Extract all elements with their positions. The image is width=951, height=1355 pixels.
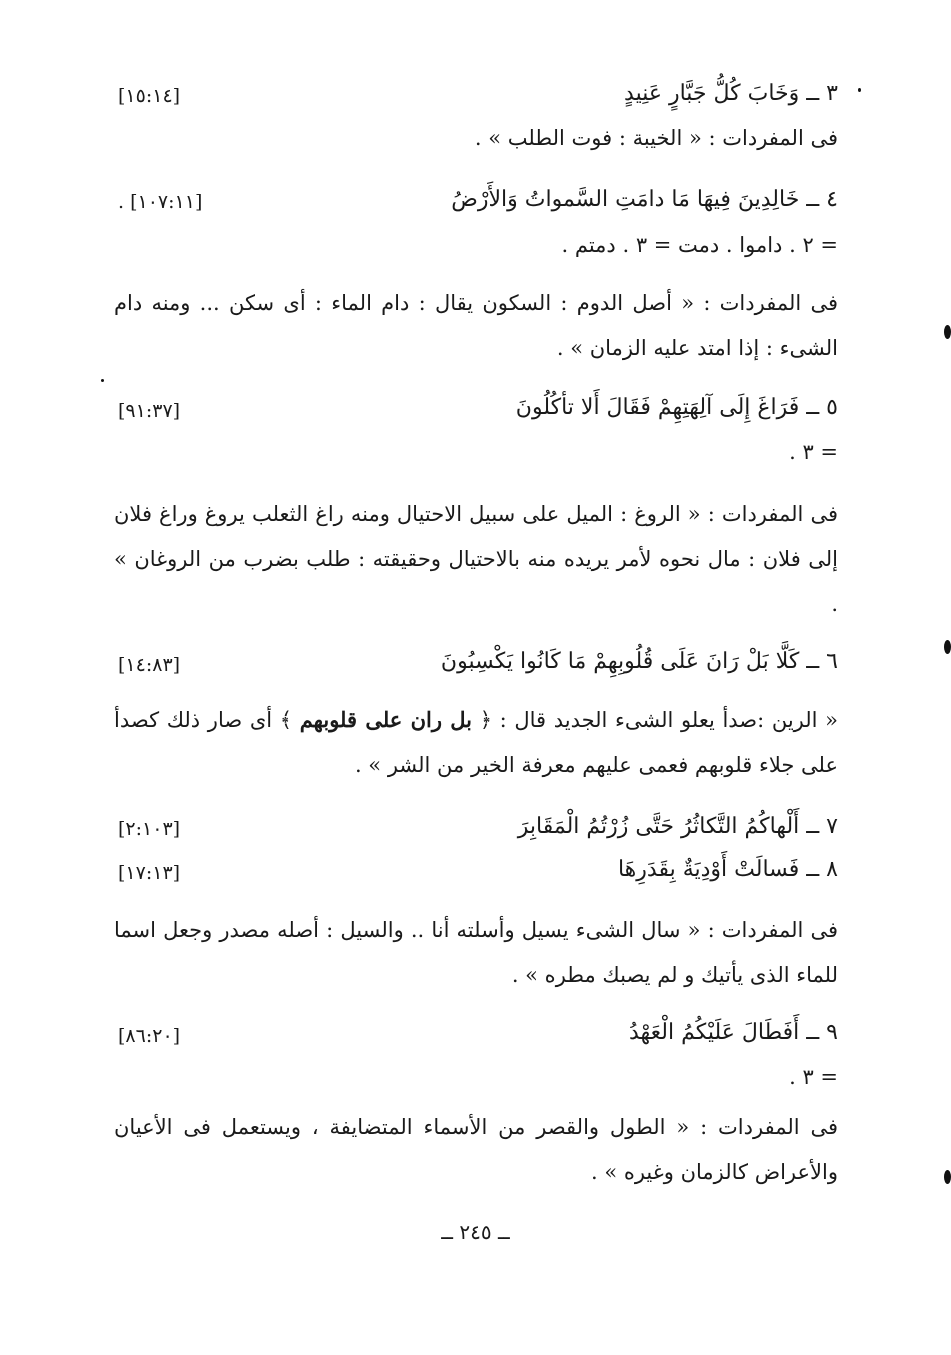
verse-6-note-end: ﴾ أى صار ذلك كصدأ على جلاء قلوبهم فعمى عليهم معرفة الخير من الشر » . <box>114 708 838 777</box>
verse-8: ٨ ــ فَسالَتْ أَوْدِيَةٌ بِقَدَرِهَا <box>617 857 838 882</box>
verse-4: ٤ ــ خَالِدِينَ فِيهَا مَا دامَتِ السَّمواتُ وَالأَرْضُ <box>451 187 838 212</box>
verse-4-reference: . [١٠٧:١١] <box>118 191 203 213</box>
verse-8-reference: [١٧:١٣] <box>118 862 181 884</box>
verse-4-note: فى المفردات : « أصل الدوم : السكون يقال : دام الماء : أى سكن ... ومنه دام الشىء : إذا امتد عليه الزمان » . <box>114 291 838 360</box>
verse-3: ٣ ــ وَخَابَ كُلُّ جَبَّارٍ عَنِيدٍ <box>624 81 838 106</box>
verse-6-note-start: « الرين :صدأ يعلو الشىء الجديد قال : ﴿ <box>479 708 838 732</box>
verse-5-note: فى المفردات : « الروغ : الميل على سبيل الاحتيال ومنه راغ الثعلب يروغ وراغ فلان إلى فلان : مال نحوه لأمر يريده منه بالاحتيال وحقيقته : طلب بضرب من الروغان » . <box>114 502 838 616</box>
verse-8-note: فى المفردات : « سال الشىء يسيل وأسلته أنا .. والسيل : أصله مصدر وجعل اسما للماء الذى يأتيك و لم يصبك مطره » . <box>114 918 838 987</box>
scan-speck <box>944 325 951 339</box>
verse-6-reference: [١٤:٨٣] <box>118 654 181 676</box>
verse-6: ٦ ــ كَلَّا بَلْ رَانَ عَلَى قُلُوبِهِمْ مَا كَانُوا يَكْسِبُونَ <box>440 649 838 674</box>
verse-5-reference: [٩١:٣٧] <box>118 400 181 422</box>
verse-9-forms: = ٣ . <box>789 1065 838 1089</box>
verse-3-note: فى المفردات : « الخيبة : فوت الطلب » . <box>474 126 838 150</box>
verse-6-note-quote: بل ران على قلوبهم <box>299 707 473 732</box>
scan-speck <box>944 640 951 654</box>
verse-9: ٩ ــ أَفَطَالَ عَلَيْكُمُ الْعَهْدُ <box>628 1020 838 1045</box>
verse-9-note: فى المفردات : « الطول والقصر من الأسماء المتضايفة ، ويستعمل فى الأعيان والأعراض كالزمان وغيره » . <box>114 1115 838 1184</box>
scan-speck <box>944 1170 951 1184</box>
verse-5: ٥ ــ فَرَاغَ إِلَى آلِهَتِهِمْ فَقَالَ أَلا تأكُلُونَ <box>515 395 838 420</box>
verse-9-reference: [٨٦:٢٠] <box>118 1025 181 1047</box>
verse-4-forms: = ٢ . داموا . دمت = ٣ . دمتم . <box>561 233 838 257</box>
verse-7: ٧ ــ أَلْهاكُمُ التَّكاثُرُ حَتَّى زُرْتُمُ الْمَقَابِرَ <box>517 814 838 839</box>
verse-7-reference: [٢:١٠٣] <box>118 818 181 840</box>
scan-speck <box>858 88 861 92</box>
page-number: ــ ٢٤٥ ــ <box>441 1220 510 1244</box>
scan-speck <box>101 379 104 382</box>
verse-3-reference: [١٥:١٤] <box>118 85 181 107</box>
verse-6-note <box>114 697 838 788</box>
verse-5-forms: = ٣ . <box>789 440 838 464</box>
